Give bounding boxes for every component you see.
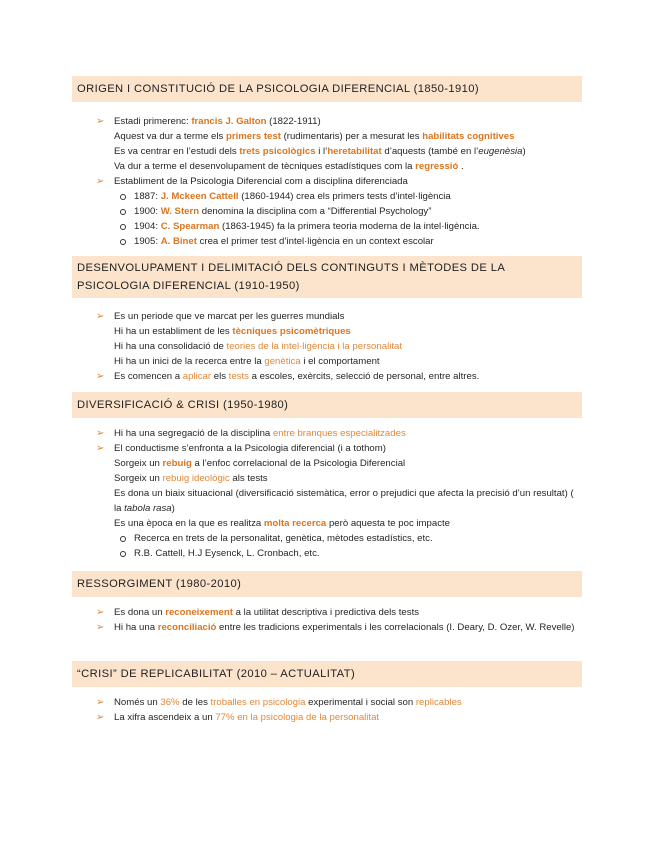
arrow-bullet-icon: ➢ [96,712,105,723]
sub-list-item: 1904: C. Spearman (1863-1945) fa la primera teoria moderna de la intel·ligència. [114,219,582,234]
list-item: Es dona un biaix situacional (diversificació sistemàtica, error o prejudici que afecta la precisió d’un resultat) ( la tabola rasa) [114,488,574,514]
list-item: ➢ Estadi primerenc: francis J. Galton (1822-1911) [96,116,321,127]
list-item: ➢ Hi ha una reconciliació entre les tradicions experimentals i les correlacionals (I. Deary, D. Ozer, W. Revelle) [96,622,575,633]
arrow-bullet-icon: ➢ [96,311,105,322]
circle-bullet-icon [120,209,126,215]
section-ressorgiment [72,571,582,635]
arrow-bullet-icon: ➢ [96,116,105,127]
arrow-bullet-icon: ➢ [96,428,105,439]
section-diversificacio [72,392,582,561]
arrow-bullet-icon: ➢ [96,176,105,187]
circle-bullet-icon [120,194,126,200]
sub-list-item: R.B. Cattell, H.J Eysenck, L. Cronbach, etc. [114,546,582,561]
list-item: ➢ Només un 36% de les troballes en psicologia experimental i social son replicables [96,697,462,708]
list-item: Hi ha una consolidació de teories de la intel·ligència i la personalitat [114,341,402,352]
section-heading: DESENVOLUPAMENT I DELIMITACIÓ DELS CONTINGUTS I MÈTODES DE LA PSICOLOGIA DIFERENCIAL (1910-1950) [72,256,582,298]
section-crisi-replicabilitat [72,661,582,725]
section-heading: DIVERSIFICACIÓ & CRISI (1950-1980) [72,392,582,418]
circle-bullet-icon [120,551,126,557]
list-item: ➢ Hi ha una segregació de la disciplina entre branques especialitzades [96,428,406,439]
arrow-bullet-icon: ➢ [96,622,105,633]
list-item: ➢ La xifra ascendeix a un 77% en la psicologia de la personalitat [96,712,380,723]
list-item: Sorgeix un rebuig ideològic als tests [114,473,268,484]
section-heading: “CRISI” DE REPLICABILITAT (2010 – ACTUALITAT) [72,661,582,687]
circle-bullet-icon [120,536,126,542]
arrow-bullet-icon: ➢ [96,607,105,618]
section-heading: RESSORGIMENT (1980-2010) [72,571,582,597]
arrow-bullet-icon: ➢ [96,371,105,382]
circle-bullet-icon [120,224,126,230]
arrow-bullet-icon: ➢ [96,697,105,708]
list-item: Es una època en la que es realitza molta recerca però aquesta te poc impacte [114,518,451,529]
section-heading: ORIGEN I CONSTITUCIÓ DE LA PSICOLOGIA DIFERENCIAL (1850-1910) [72,76,582,102]
list-item: Hi ha un establiment de les tècniques psicomètriques [114,326,351,337]
list-item: ➢ Establiment de la Psicologia Diferencial com a disciplina diferenciada [96,176,408,187]
sub-list-item: Recerca en trets de la personalitat, genètica, mètodes estadístics, etc. [114,531,582,546]
sub-list-item: 1905: A. Binet crea el primer test d’intel·ligència en un context escolar [114,234,582,249]
list-item: ➢ Es un periode que ve marcat per les guerres mundials [96,311,345,322]
list-item: Va dur a terme el desenvolupament de tècniques estadístiques com la regressió . [114,161,464,172]
list-item: ➢ Es comencen a aplicar els tests a escoles, exèrcits, selecció de personal, entre altres. [96,371,480,382]
list-item: ➢ Es dona un reconeixement a la utilitat descriptiva i predictiva dels tests [96,607,420,618]
list-item: Hi ha un inici de la recerca entre la genètica i el comportament [114,356,380,367]
list-item: Es va centrar en l’estudi dels trets psicològics i l’heretabilitat d’aquests (també en l’eugenèsia) [114,146,526,157]
list-item: ➢ El conductisme s’enfronta a la Psicologia diferencial (i a tothom) [96,443,386,454]
circle-bullet-icon [120,239,126,245]
sub-list-item: 1887: J. Mckeen Cattell (1860-1944) crea els primers tests d’intel·ligència [114,189,582,204]
section-desenvolupament [72,256,582,384]
section-origen [72,76,582,249]
arrow-bullet-icon: ➢ [96,443,105,454]
list-item: Sorgeix un rebuig a l’enfoc correlacional de la Psicologia Diferencial [114,458,406,469]
sub-list-item: 1900: W. Stern denomina la disciplina com a “Differential Psychology” [114,204,582,219]
list-item: Aquest va dur a terme els primers test (rudimentaris) per a mesurat les habilitats cognitives [114,131,515,142]
